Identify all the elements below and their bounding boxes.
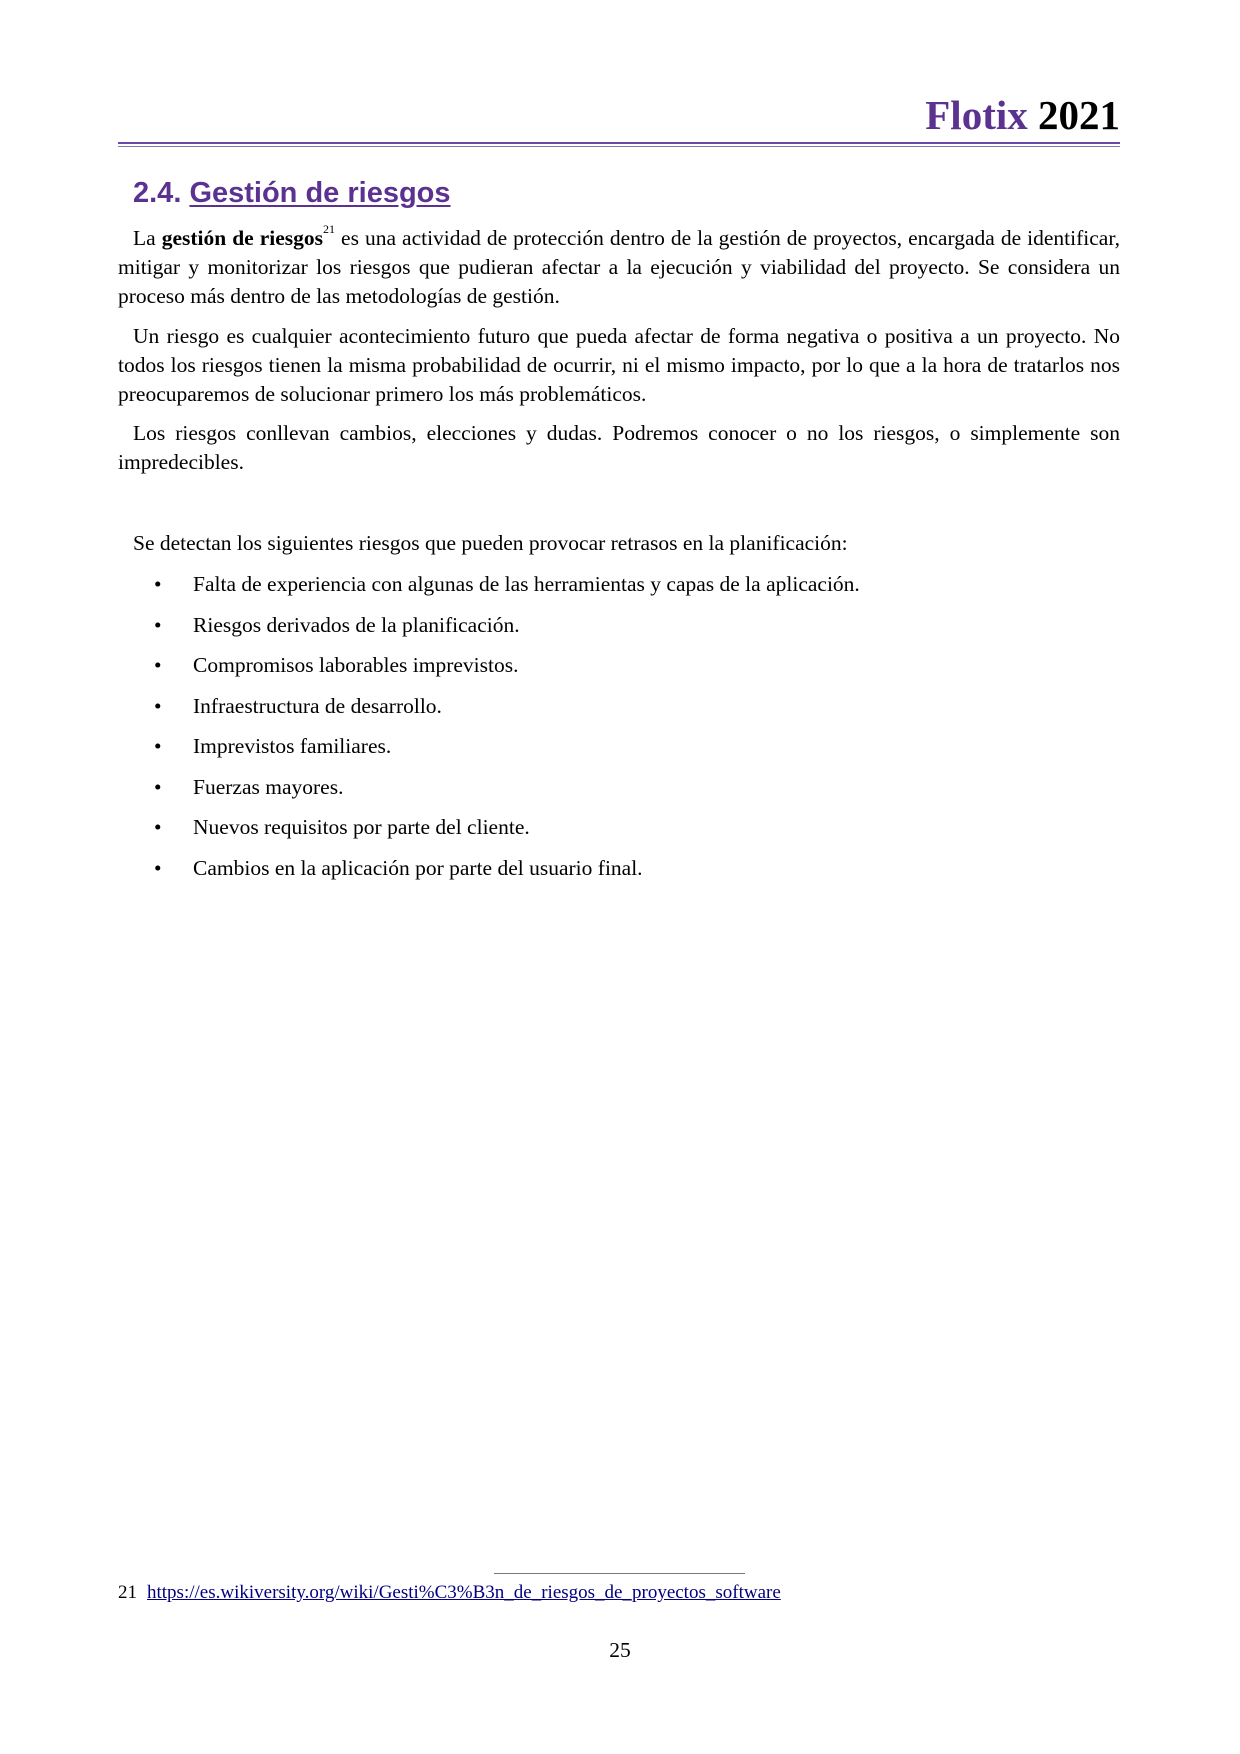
- section-title: Gestión de riesgos: [189, 177, 451, 209]
- header-rule-thin: [118, 146, 1120, 147]
- bullet-icon: •: [154, 693, 162, 718]
- p1-bold-term: gestión de riesgos: [161, 226, 324, 250]
- risk-text: Compromisos laborables imprevistos.: [193, 653, 519, 677]
- header-rule: [118, 142, 1120, 144]
- section-number: 2.4.: [133, 177, 182, 209]
- risk-text: Fuerzas mayores.: [193, 774, 344, 799]
- p1-start: La: [133, 226, 162, 250]
- paragraph-2: Un riesgo es cualquier acontecimiento futuro que pueda afectar de forma negativa o positiva a un proyecto. No todos los riesgos tienen la misma probabilidad de ocurrir, ni el mismo impacto, por lo que a la hora de tratarlos nos preocuparemos de solucionar primero los más problemáticos.: [118, 324, 1120, 406]
- p1-rest: es una actividad de protección dentro de la gestión de proyectos, encargada de identificar, mitigar y monitorizar los riesgos que pudieran afectar a la ejecución y viabilidad del proyecto. Se considera un proceso más dentro de las metodologías de gestión.: [118, 226, 1120, 308]
- footnote-reference[interactable]: 21: [323, 222, 336, 236]
- risk-text: Infraestructura de desarrollo.: [193, 693, 442, 718]
- risk-text: Riesgos derivados de la planificación.: [193, 612, 520, 637]
- bullet-icon: •: [154, 612, 162, 637]
- risk-text: Nuevos requisitos por parte del cliente.: [193, 815, 530, 839]
- risk-text: Cambios en la aplicación por parte del usuario final.: [193, 855, 643, 880]
- paragraph-3: Los riesgos conllevan cambios, elecciones y dudas. Podremos conocer o no los riesgos, o simplemente son impredecibles.: [118, 421, 1120, 474]
- bullet-icon: •: [154, 774, 162, 799]
- footnote: [118, 1580, 781, 1606]
- paragraph-1: [118, 224, 1120, 311]
- risk-text: Falta de experiencia con algunas de las herramientas y capas de la aplicación.: [193, 572, 860, 596]
- footnote-number: 21: [118, 1582, 137, 1603]
- bullet-icon: •: [154, 815, 162, 839]
- bullet-icon: •: [154, 855, 162, 880]
- document-header-title: [925, 90, 1120, 140]
- risks-intro: Se detectan los siguientes riesgos que pueden provocar retrasos en la planificación:: [133, 531, 848, 555]
- bullet-icon: •: [154, 572, 162, 596]
- header-year: 2021: [1038, 92, 1120, 138]
- risk-text: Imprevistos familiares.: [193, 734, 392, 758]
- footnote-link[interactable]: https://es.wikiversity.org/wiki/Gesti%C3%B3n_de_riesgos_de_proyectos_software: [147, 1582, 781, 1603]
- section-heading: [133, 174, 451, 212]
- brand-name: Flotix: [925, 92, 1028, 138]
- bullet-icon: •: [154, 653, 162, 677]
- bullet-icon: •: [154, 734, 162, 758]
- footnote-separator: [494, 1573, 745, 1574]
- page-number: 25: [609, 1638, 631, 1662]
